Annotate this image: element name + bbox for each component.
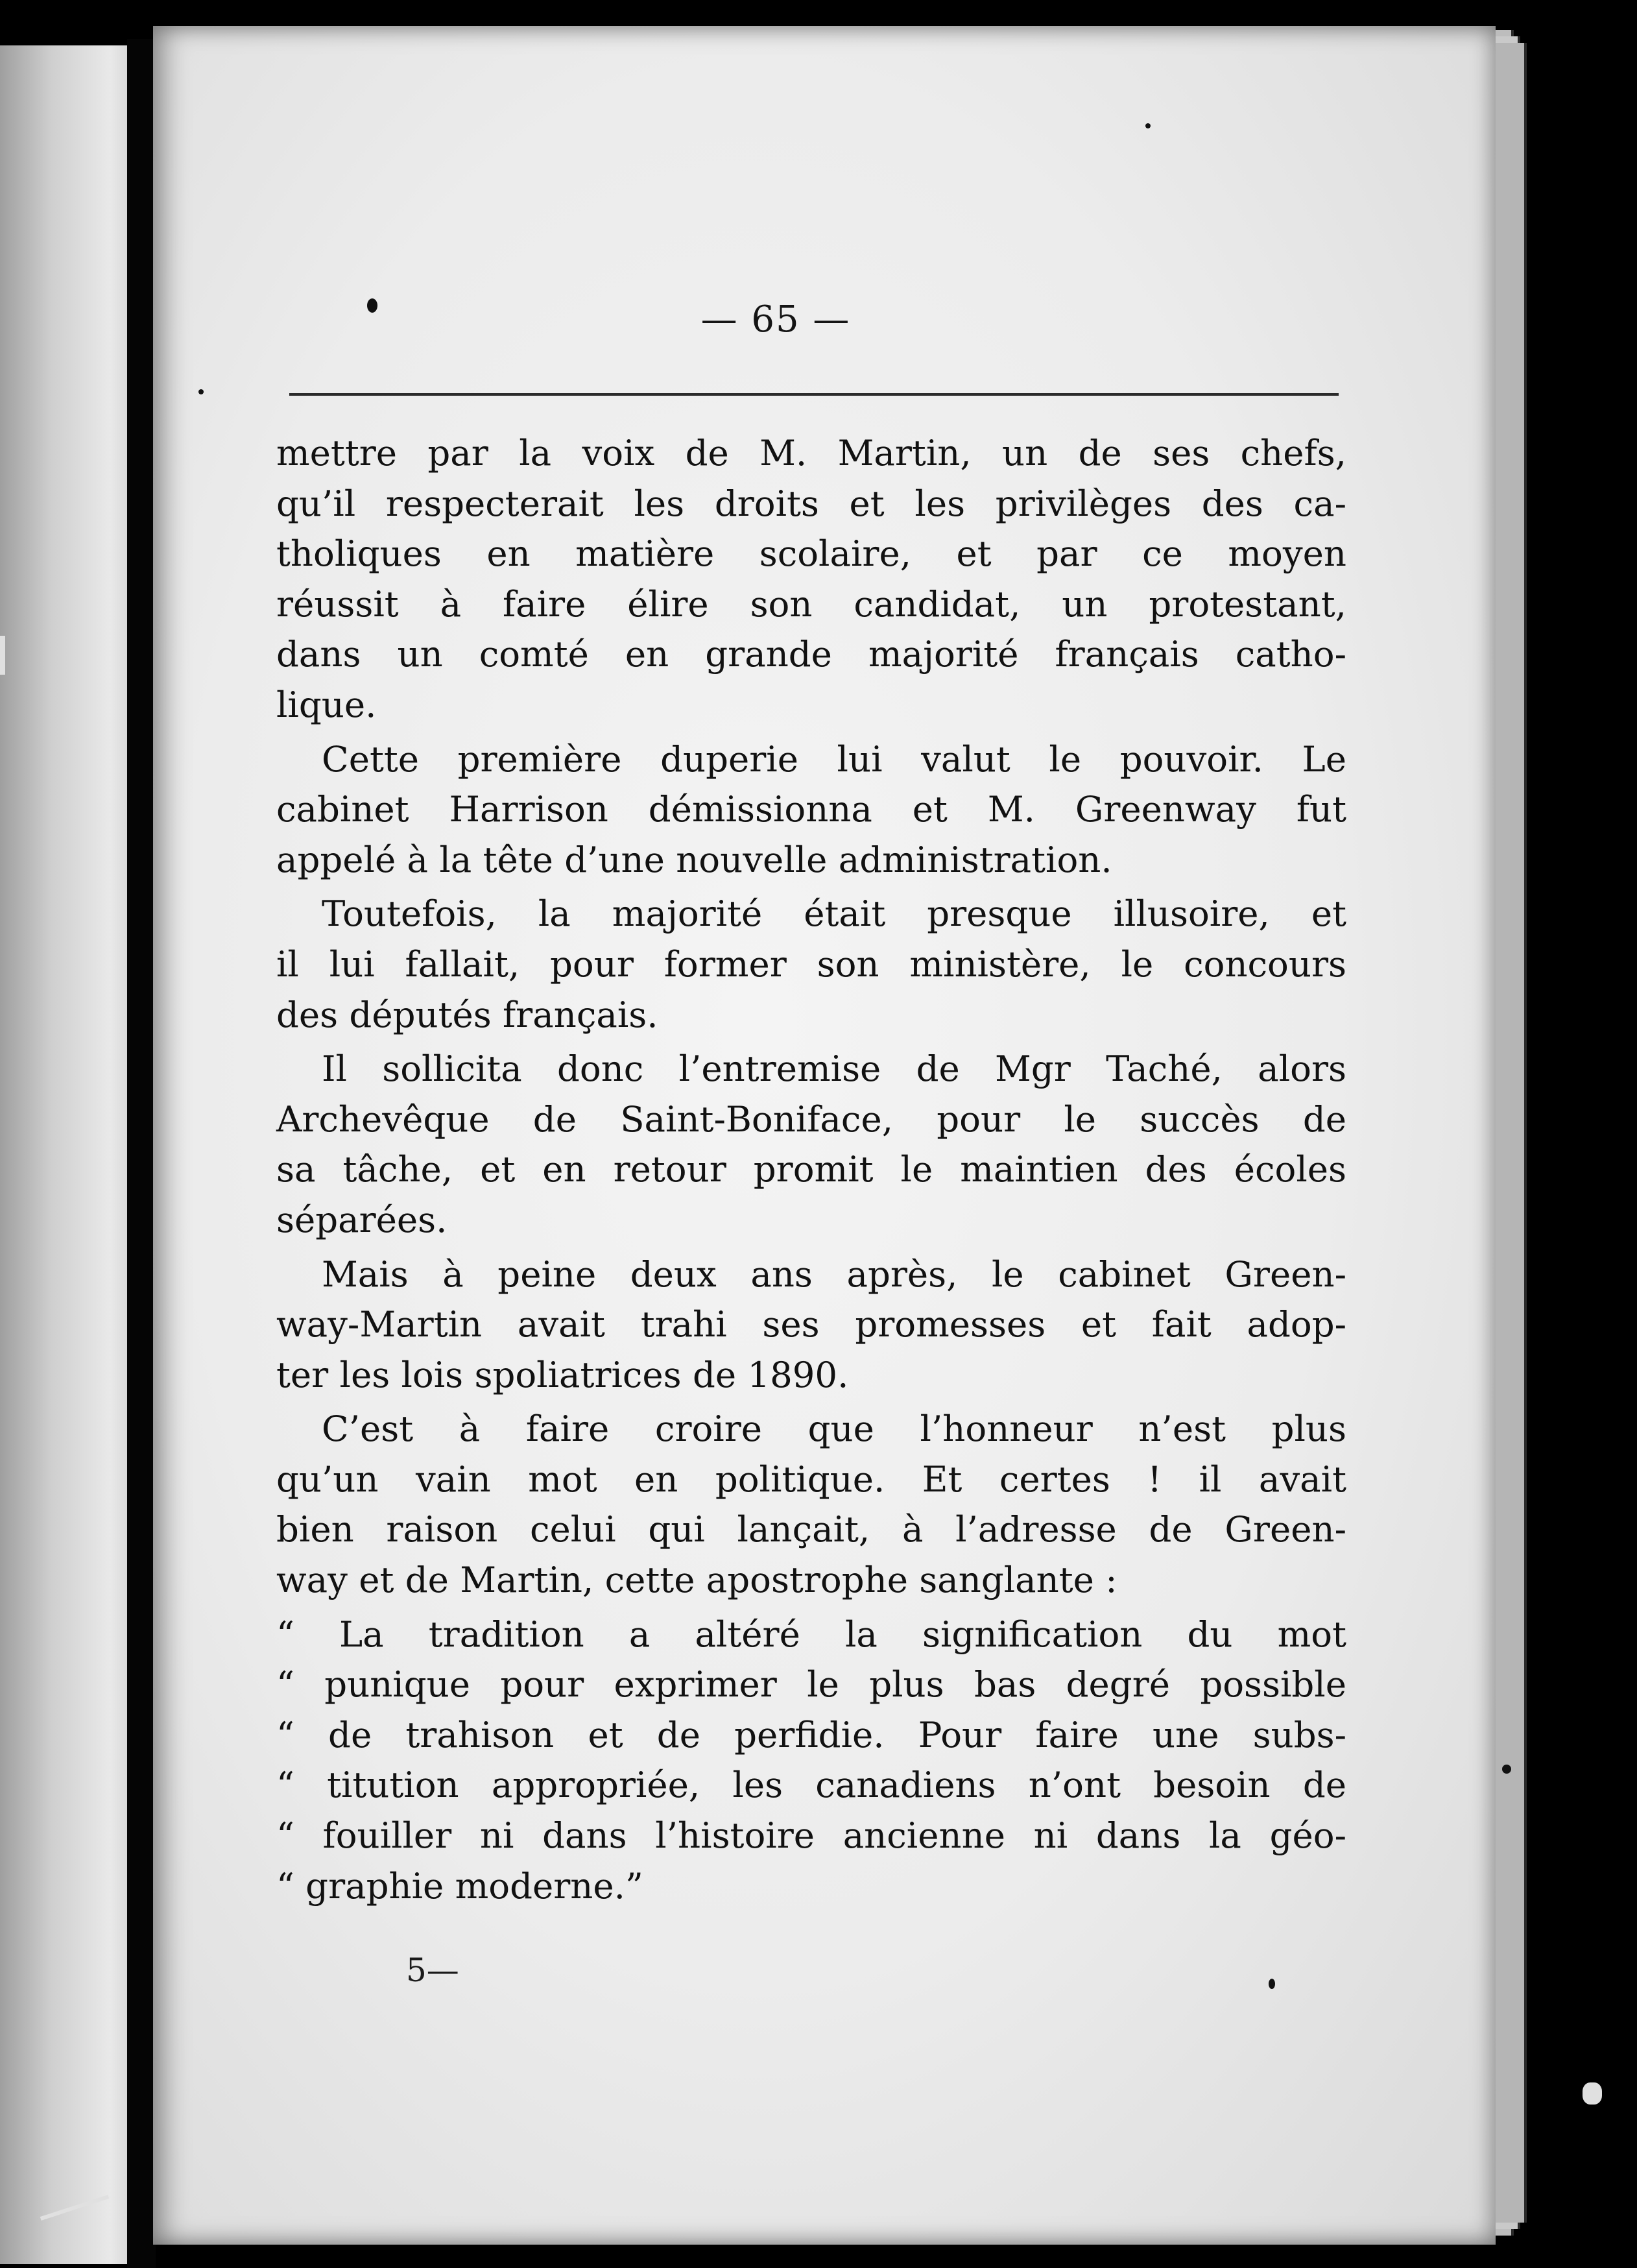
scan-speck (1502, 1765, 1511, 1774)
text-line: “ fouiller ni dans l’histoire ancienne ni dans la géo- (276, 1815, 1346, 1857)
text-line: appelé à la tête d’une nouvelle administration. (276, 838, 1112, 880)
text-line: dans un comté en grande majorité français catho- (276, 633, 1346, 675)
text-line: Archevêque de Saint-Boniface, pour le succès de (276, 1098, 1346, 1140)
scan-mark (0, 636, 5, 675)
text-line: Toutefois, la majorité était presque illusoire, et (322, 893, 1346, 935)
page-number: — 65 — (700, 298, 851, 341)
scan-speck (198, 389, 204, 394)
paragraph (276, 1404, 1346, 1605)
text-line: sa tâche, et en retour promit le maintien des écoles (276, 1148, 1346, 1190)
paragraph (276, 428, 1346, 730)
paragraph (276, 734, 1346, 886)
paragraph (276, 1249, 1346, 1401)
text-line: “ La tradition a altéré la signification du mot (276, 1613, 1346, 1655)
paragraph (276, 889, 1346, 1040)
book-gutter (127, 39, 156, 2268)
text-line: Mais à peine deux ans après, le cabinet Green- (322, 1253, 1346, 1295)
text-line: Il sollicita donc l’entremise de Mgr Taché, alors (322, 1048, 1346, 1090)
text-line: ter les lois spoliatrices de 1890. (276, 1353, 849, 1395)
text-line: il lui fallait, pour former son ministère, le concours (276, 943, 1346, 985)
text-line: réussit à faire élire son candidat, un protestant, (276, 583, 1346, 625)
text-line: “ de trahison et de perfidie. Pour faire une subs- (276, 1713, 1346, 1755)
text-line: qu’il respecterait les droits et les privilèges des ca- (276, 482, 1346, 524)
text-line: way-Martin avait trahi ses promesses et fait adop- (276, 1303, 1346, 1345)
text-line: bien raison celui qui lançait, à l’adresse de Green- (276, 1508, 1346, 1550)
header-rule (289, 393, 1339, 396)
text-line: des députés français. (276, 993, 658, 1035)
text-line: “ graphie moderne.” (276, 1864, 643, 1907)
text-line: C’est à faire croire que l’honneur n’est plus (322, 1408, 1346, 1450)
text-line: lique. (276, 683, 377, 725)
paragraph (276, 1044, 1346, 1245)
text-line: way et de Martin, cette apostrophe sanglante : (276, 1559, 1117, 1601)
text-line: “ punique pour exprimer le plus bas degré possible (276, 1663, 1346, 1706)
text-line: “ titution appropriée, les canadiens n’ont besoin de (276, 1764, 1346, 1806)
scan-speck (1269, 1979, 1275, 1989)
previous-page-edge (0, 45, 130, 2264)
text-line: qu’un vain mot en politique. Et certes ! il avait (276, 1458, 1346, 1500)
text-line: cabinet Harrison démissionna et M. Greenway fut (276, 788, 1346, 830)
text-line: Cette première duperie lui valut le pouvoir. Le (322, 738, 1346, 780)
quotation (276, 1610, 1346, 1912)
text-line: mettre par la voix de M. Martin, un de ses chefs, (276, 432, 1346, 474)
scan-speck (1145, 123, 1151, 128)
scan-mark (1583, 2082, 1602, 2105)
scan-speck (367, 298, 377, 313)
text-line: séparées. (276, 1198, 448, 1240)
signature-mark: 5— (406, 1951, 459, 1989)
book-page (153, 26, 1496, 2245)
body-text (276, 428, 1346, 1911)
text-line: tholiques en matière scolaire, et par ce moyen (276, 533, 1346, 575)
